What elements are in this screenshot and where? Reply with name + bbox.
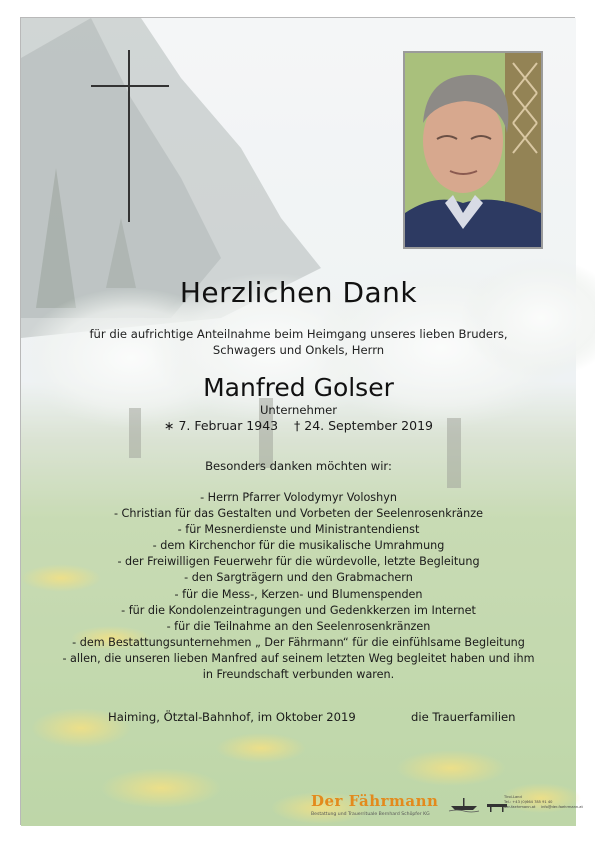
thanks-heading: Besonders danken möchten wir: <box>205 459 392 473</box>
intro-text: für die aufrichtige Anteilnahme beim Heimgang unseres lieben Bruders, Schwagers und Onkels, Herrn <box>89 327 508 357</box>
thanks-item: - für die Kondolenzeintragungen und Gedenkkerzen im Internet <box>121 603 476 617</box>
boat-icon <box>449 796 479 812</box>
thanks-item: - Herrn Pfarrer Volodymyr Voloshyn <box>200 491 397 504</box>
cross-icon-bar <box>91 85 169 87</box>
funeral-home-logo <box>309 792 583 822</box>
death-date: † 24. September 2019 <box>294 418 433 433</box>
thanks-list <box>61 490 536 683</box>
thanks-item: - den Sargträgern und den Grabmachern <box>184 571 413 585</box>
thanks-item: - für Mesnerdienste und Ministrantendienst <box>177 523 420 537</box>
page-title: Herzlichen Dank <box>179 276 418 309</box>
thanks-item: in Freundschaft verbunden waren. <box>202 668 395 682</box>
birth-date: ∗ 7. Februar 1943 <box>164 418 279 433</box>
deceased-name: Manfred Golser <box>203 373 394 402</box>
thanks-item: - allen, die unseren lieben Manfred auf seinem letzten Weg begleitet haben und ihm <box>62 651 535 665</box>
thanks-item: - dem Kirchenchor für die musikalische Umrahmung <box>152 539 445 553</box>
logo-name: Der Fährmann <box>311 792 439 810</box>
thanks-item: - für die Teilnahme an den Seelenrosenkränzen <box>166 619 431 633</box>
signature: die Trauerfamilien <box>411 710 516 724</box>
logo-contact: Tirol-Land Tel.: +43 (0)664 785 91 40 der-faehrmann.at info@der-faehrmann.at <box>504 795 583 809</box>
obituary-card <box>20 17 583 825</box>
cross-icon <box>128 50 130 222</box>
thanks-item: - Christian für das Gestalten und Vorbeten der Seelenrosenkränze <box>113 507 484 521</box>
thanks-item: - für die Mess-, Kerzen- und Blumenspenden <box>174 587 423 601</box>
thanks-item: - dem Bestattungsunternehmen „ Der Fährmann“ für die einfühlsame Begleitung <box>72 635 525 649</box>
logo-subtitle: Bestattung und Trauerrituale Bernhard Schöpfer KG <box>311 812 430 817</box>
place-and-date: Haiming, Ötztal-Bahnhof, im Oktober 2019 <box>108 710 356 724</box>
life-dates <box>21 418 576 433</box>
thanks-item: - der Freiwilligen Feuerwehr für die würdevolle, letzte Begleitung <box>117 555 480 569</box>
deceased-occupation: Unternehmer <box>259 403 338 417</box>
portrait-photo <box>403 51 543 249</box>
